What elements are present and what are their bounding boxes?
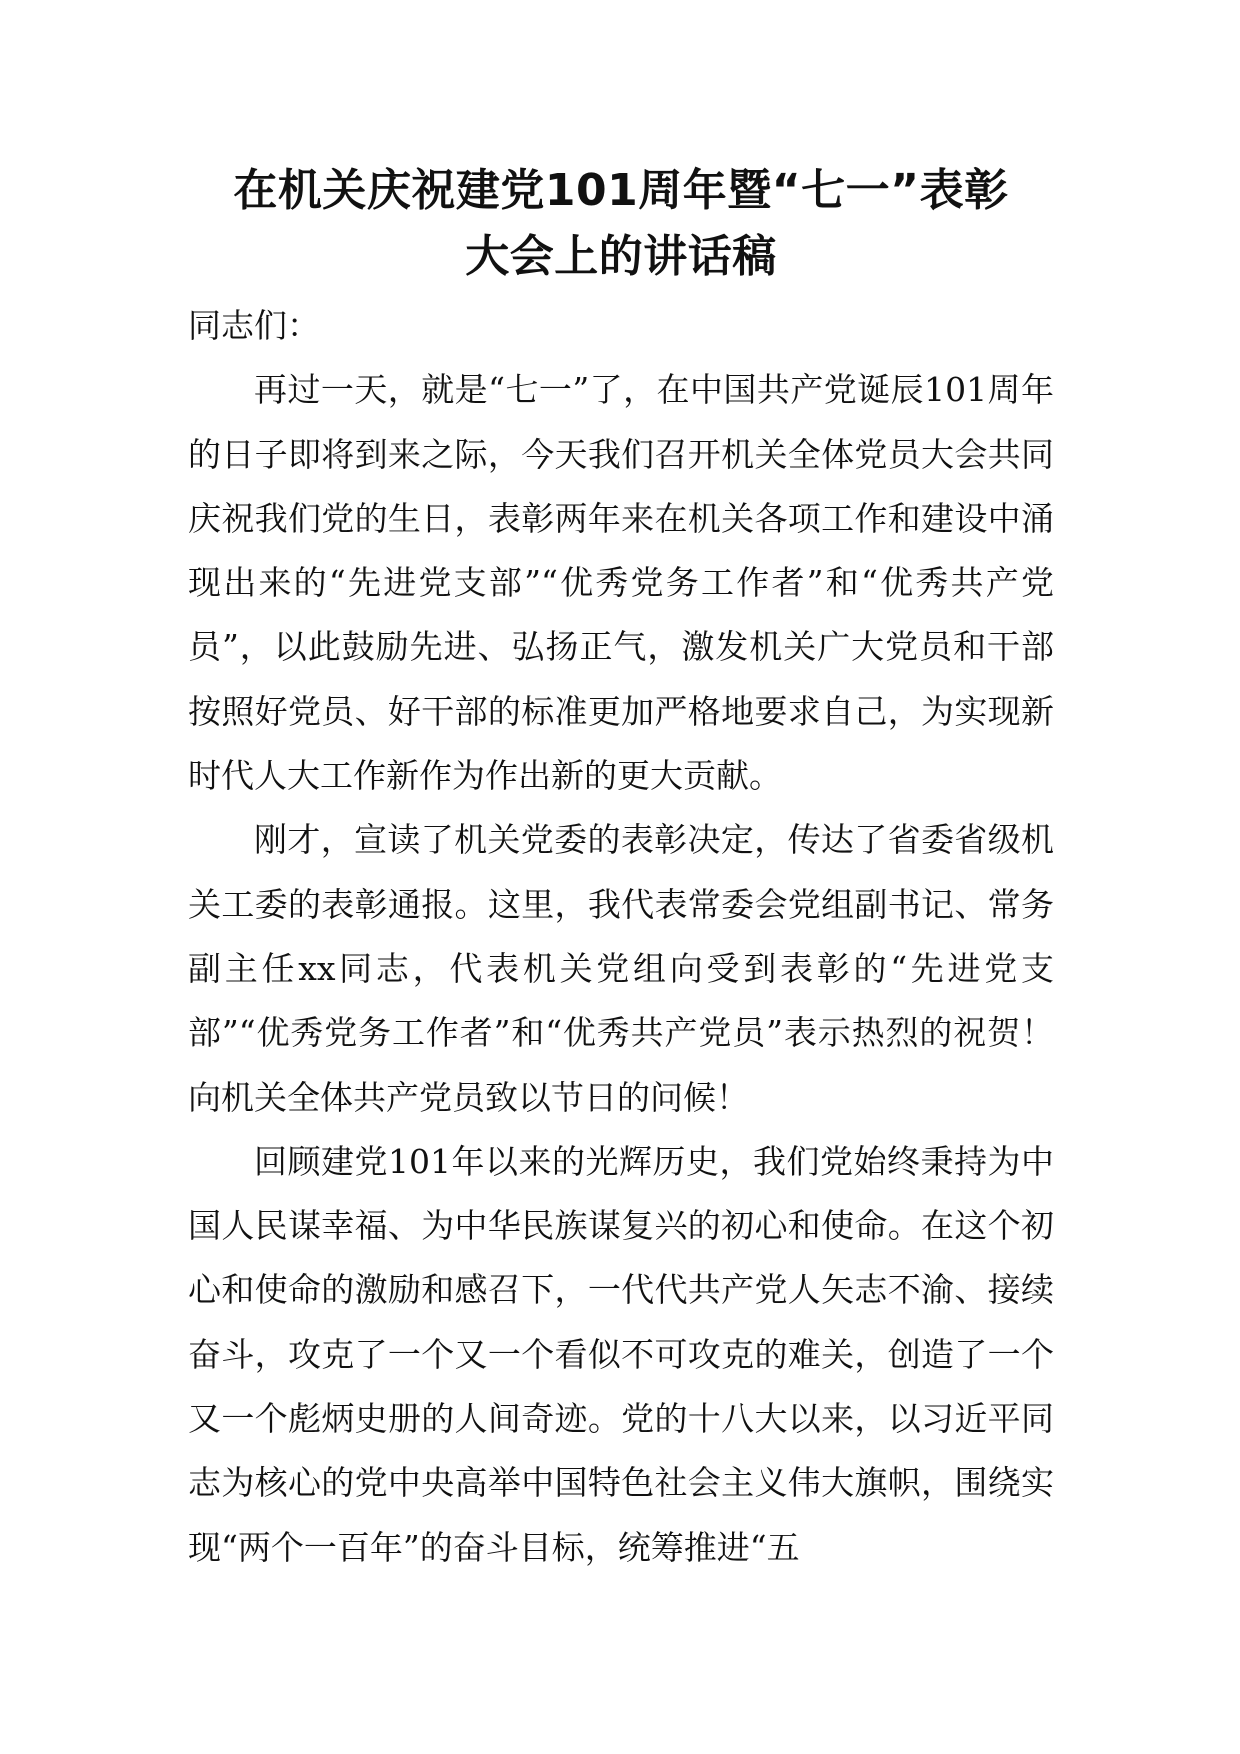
paragraph-3: 回顾建党101年以来的光辉历史，我们党始终秉持为中国人民谋幸福、为中华民族谋复兴的初心和使命。在这个初心和使命的激励和感召下，一代代共产党人矢志不渝、接续奋斗，攻克了一个又一个看似不可攻克的难关，创造了一个又一个彪炳史册的人间奇迹。党的十八大以来，以习近平同志为核心的党中央高举中国特色社会主义伟大旗帜，围绕实现“两个一百年”的奋斗目标，统筹推进“五 bbox=[188, 1141, 1054, 1567]
title-line-1: 在机关庆祝建党101周年暨“七一”表彰 bbox=[233, 165, 1009, 216]
paragraph-1: 再过一天，就是“七一”了，在中国共产党诞辰101周年的日子即将到来之际，今天我们召开机关全体党员大会共同庆祝我们党的生日，表彰两年来在机关各项工作和建设中涌现出来的“先进党支部”“优秀党务工作者”和“优秀共产党员”，以此鼓励先进、弘扬正气，激发机关广大党员和干部按照好党员、好干部的标准更加严格地要求自己，为实现新时代人大工作新作为作出新的更大贡献。 bbox=[188, 370, 1054, 796]
title-line-2: 大会上的讲话稿 bbox=[465, 231, 777, 282]
paragraph-2: 刚才，宣读了机关党委的表彰决定，传达了省委省级机关工委的表彰通报。这里，我代表常委会党组副书记、常务副主任xx同志，代表机关党组向受到表彰的“先进党支部”“优秀党务工作者”和“优秀共产党员”表示热烈的祝贺！向机关全体共产党员致以节日的问候！ bbox=[188, 820, 1054, 1117]
document-body bbox=[188, 158, 1054, 1580]
salutation: 同志们： bbox=[188, 306, 320, 345]
document-title bbox=[188, 158, 1054, 290]
speech-text bbox=[188, 294, 1054, 1580]
